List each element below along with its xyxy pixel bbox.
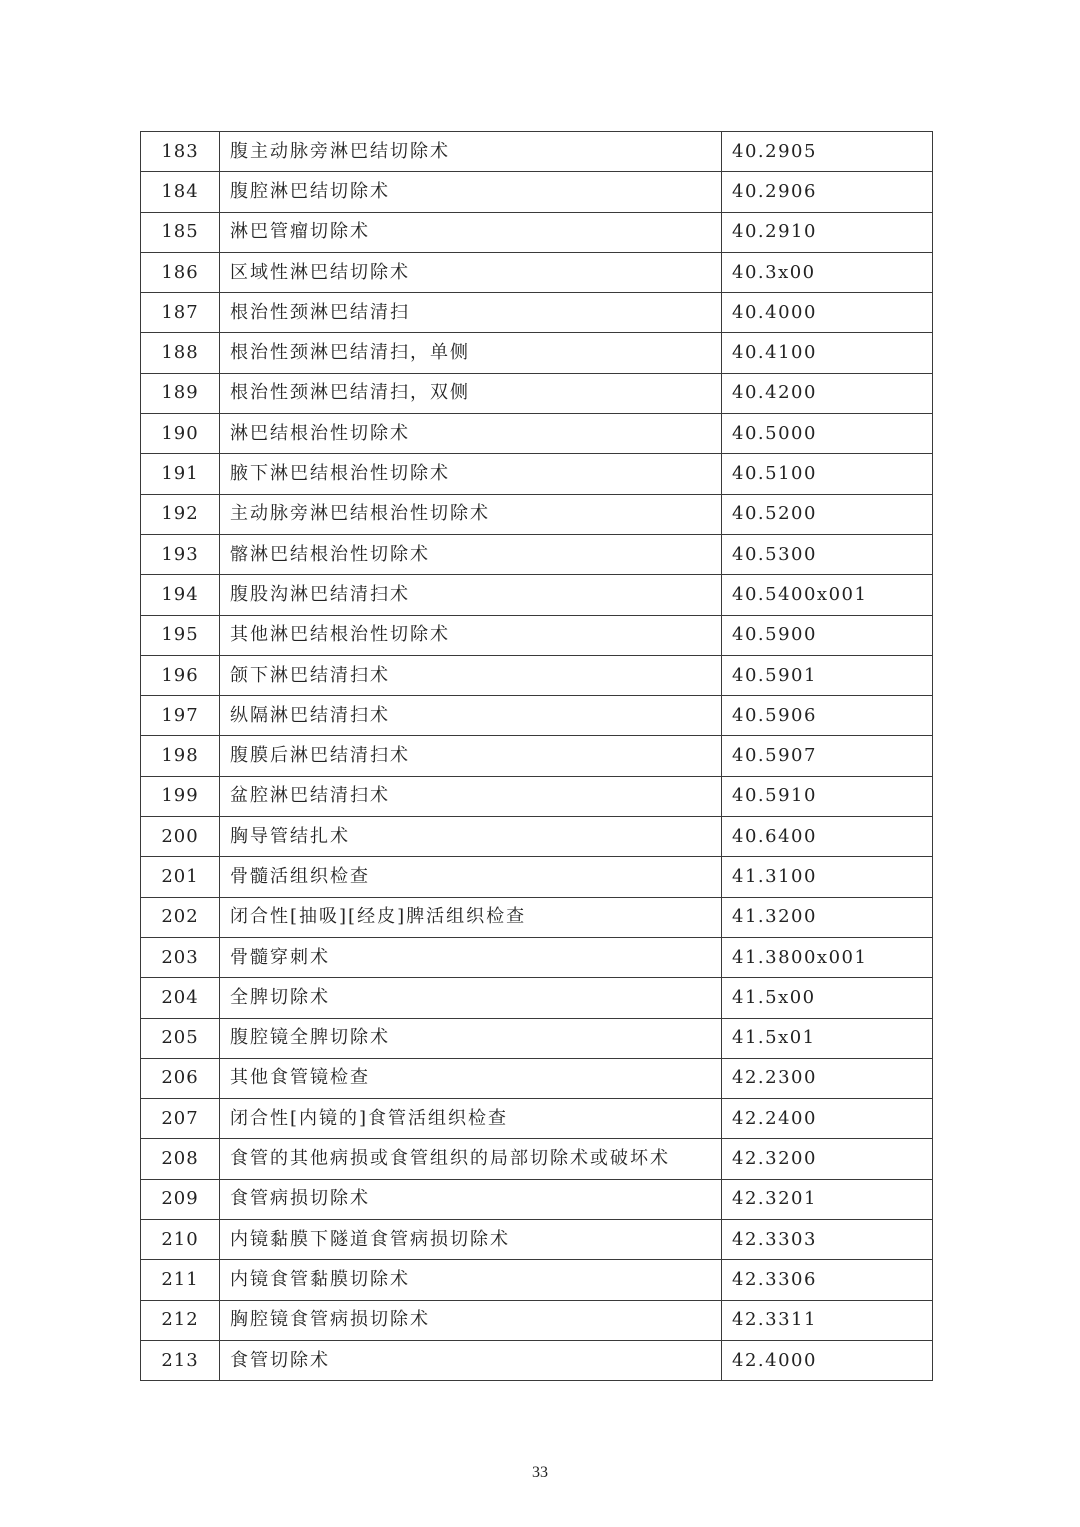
procedure-code-cell: 42.3200	[722, 1139, 933, 1179]
table-row	[141, 172, 933, 212]
procedure-code-cell: 42.3306	[722, 1260, 933, 1300]
procedure-code-cell: 42.3201	[722, 1179, 933, 1219]
procedure-name-cell: 胸导管结扎术	[220, 817, 722, 857]
table-row	[141, 1340, 933, 1380]
row-number-cell: 211	[141, 1260, 220, 1300]
table-row	[141, 1260, 933, 1300]
procedure-name-cell: 腹股沟淋巴结清扫术	[220, 575, 722, 615]
procedure-code-cell: 40.5901	[722, 655, 933, 695]
procedure-code-cell: 42.3311	[722, 1300, 933, 1340]
table-row	[141, 333, 933, 373]
procedure-name-cell: 盆腔淋巴结清扫术	[220, 776, 722, 816]
table-row	[141, 817, 933, 857]
procedure-name-cell: 主动脉旁淋巴结根治性切除术	[220, 494, 722, 534]
procedure-code-cell: 40.2906	[722, 172, 933, 212]
procedure-name-cell: 内镜食管黏膜切除术	[220, 1260, 722, 1300]
row-number-cell: 183	[141, 132, 220, 172]
table-row	[141, 414, 933, 454]
row-number-cell: 204	[141, 978, 220, 1018]
table-row	[141, 897, 933, 937]
row-number-cell: 206	[141, 1058, 220, 1098]
table-row	[141, 575, 933, 615]
procedure-code-cell: 41.5x00	[722, 978, 933, 1018]
table-row	[141, 1099, 933, 1139]
procedure-code-cell: 41.3800x001	[722, 937, 933, 977]
table-row	[141, 857, 933, 897]
procedure-name-cell: 其他淋巴结根治性切除术	[220, 615, 722, 655]
row-number-cell: 185	[141, 212, 220, 252]
procedure-code-cell: 40.5000	[722, 414, 933, 454]
procedure-name-cell: 腹腔镜全脾切除术	[220, 1018, 722, 1058]
row-number-cell: 191	[141, 454, 220, 494]
row-number-cell: 190	[141, 414, 220, 454]
row-number-cell: 192	[141, 494, 220, 534]
procedure-name-cell: 胸腔镜食管病损切除术	[220, 1300, 722, 1340]
table-row	[141, 212, 933, 252]
table-row	[141, 1179, 933, 1219]
procedure-code-cell: 40.5400x001	[722, 575, 933, 615]
procedure-code-cell: 40.5910	[722, 776, 933, 816]
procedure-code-cell: 42.2400	[722, 1099, 933, 1139]
table-row	[141, 1139, 933, 1179]
page-number: 33	[532, 1464, 548, 1481]
procedure-table-body	[141, 132, 933, 1381]
procedure-name-cell: 腋下淋巴结根治性切除术	[220, 454, 722, 494]
row-number-cell: 193	[141, 534, 220, 574]
table-row	[141, 252, 933, 292]
procedure-code-cell: 41.3200	[722, 897, 933, 937]
row-number-cell: 196	[141, 655, 220, 695]
procedure-name-cell: 腹腔淋巴结切除术	[220, 172, 722, 212]
procedure-name-cell: 髂淋巴结根治性切除术	[220, 534, 722, 574]
procedure-name-cell: 其他食管镜检查	[220, 1058, 722, 1098]
procedure-table	[140, 131, 933, 1381]
procedure-code-cell: 40.5907	[722, 736, 933, 776]
procedure-name-cell: 根治性颈淋巴结清扫，单侧	[220, 333, 722, 373]
procedure-code-cell: 40.5906	[722, 696, 933, 736]
procedure-code-cell: 40.5900	[722, 615, 933, 655]
procedure-code-cell: 40.3x00	[722, 252, 933, 292]
procedure-code-cell: 40.5300	[722, 534, 933, 574]
row-number-cell: 209	[141, 1179, 220, 1219]
table-row	[141, 1300, 933, 1340]
procedure-name-cell: 食管的其他病损或食管组织的局部切除术或破坏术	[220, 1139, 722, 1179]
row-number-cell: 205	[141, 1018, 220, 1058]
procedure-name-cell: 淋巴结根治性切除术	[220, 414, 722, 454]
row-number-cell: 213	[141, 1340, 220, 1380]
table-row	[141, 1018, 933, 1058]
procedure-code-cell: 40.4000	[722, 293, 933, 333]
row-number-cell: 189	[141, 373, 220, 413]
procedure-name-cell: 纵隔淋巴结清扫术	[220, 696, 722, 736]
procedure-code-cell: 40.2910	[722, 212, 933, 252]
row-number-cell: 199	[141, 776, 220, 816]
procedure-name-cell: 根治性颈淋巴结清扫	[220, 293, 722, 333]
procedure-code-cell: 41.5x01	[722, 1018, 933, 1058]
procedure-name-cell: 全脾切除术	[220, 978, 722, 1018]
procedure-name-cell: 根治性颈淋巴结清扫，双侧	[220, 373, 722, 413]
row-number-cell: 186	[141, 252, 220, 292]
row-number-cell: 203	[141, 937, 220, 977]
procedure-code-cell: 40.4100	[722, 333, 933, 373]
procedure-name-cell: 食管切除术	[220, 1340, 722, 1380]
row-number-cell: 200	[141, 817, 220, 857]
row-number-cell: 210	[141, 1220, 220, 1260]
table-row	[141, 937, 933, 977]
row-number-cell: 188	[141, 333, 220, 373]
procedure-name-cell: 闭合性[抽吸][经皮]脾活组织检查	[220, 897, 722, 937]
procedure-code-cell: 42.3303	[722, 1220, 933, 1260]
table-row	[141, 776, 933, 816]
table-row	[141, 494, 933, 534]
table-row	[141, 736, 933, 776]
row-number-cell: 184	[141, 172, 220, 212]
row-number-cell: 187	[141, 293, 220, 333]
table-row	[141, 655, 933, 695]
row-number-cell: 198	[141, 736, 220, 776]
procedure-name-cell: 淋巴管瘤切除术	[220, 212, 722, 252]
row-number-cell: 195	[141, 615, 220, 655]
table-row	[141, 132, 933, 172]
table-row	[141, 978, 933, 1018]
row-number-cell: 202	[141, 897, 220, 937]
procedure-name-cell: 内镜黏膜下隧道食管病损切除术	[220, 1220, 722, 1260]
procedure-code-cell: 40.5200	[722, 494, 933, 534]
procedure-name-cell: 颌下淋巴结清扫术	[220, 655, 722, 695]
row-number-cell: 201	[141, 857, 220, 897]
procedure-name-cell: 食管病损切除术	[220, 1179, 722, 1219]
row-number-cell: 194	[141, 575, 220, 615]
table-row	[141, 615, 933, 655]
procedure-name-cell: 腹膜后淋巴结清扫术	[220, 736, 722, 776]
table-row	[141, 373, 933, 413]
procedure-name-cell: 腹主动脉旁淋巴结切除术	[220, 132, 722, 172]
table-row	[141, 1058, 933, 1098]
row-number-cell: 208	[141, 1139, 220, 1179]
table-row	[141, 454, 933, 494]
table-row	[141, 293, 933, 333]
procedure-code-cell: 40.5100	[722, 454, 933, 494]
table-row	[141, 1220, 933, 1260]
procedure-code-cell: 40.6400	[722, 817, 933, 857]
row-number-cell: 212	[141, 1300, 220, 1340]
procedure-code-cell: 40.4200	[722, 373, 933, 413]
row-number-cell: 197	[141, 696, 220, 736]
table-row	[141, 696, 933, 736]
procedure-name-cell: 骨髓活组织检查	[220, 857, 722, 897]
table-row	[141, 534, 933, 574]
procedure-code-cell: 41.3100	[722, 857, 933, 897]
procedure-name-cell: 区域性淋巴结切除术	[220, 252, 722, 292]
procedure-name-cell: 骨髓穿刺术	[220, 937, 722, 977]
procedure-code-cell: 42.2300	[722, 1058, 933, 1098]
procedure-code-cell: 40.2905	[722, 132, 933, 172]
procedure-name-cell: 闭合性[内镜的]食管活组织检查	[220, 1099, 722, 1139]
row-number-cell: 207	[141, 1099, 220, 1139]
procedure-code-cell: 42.4000	[722, 1340, 933, 1380]
